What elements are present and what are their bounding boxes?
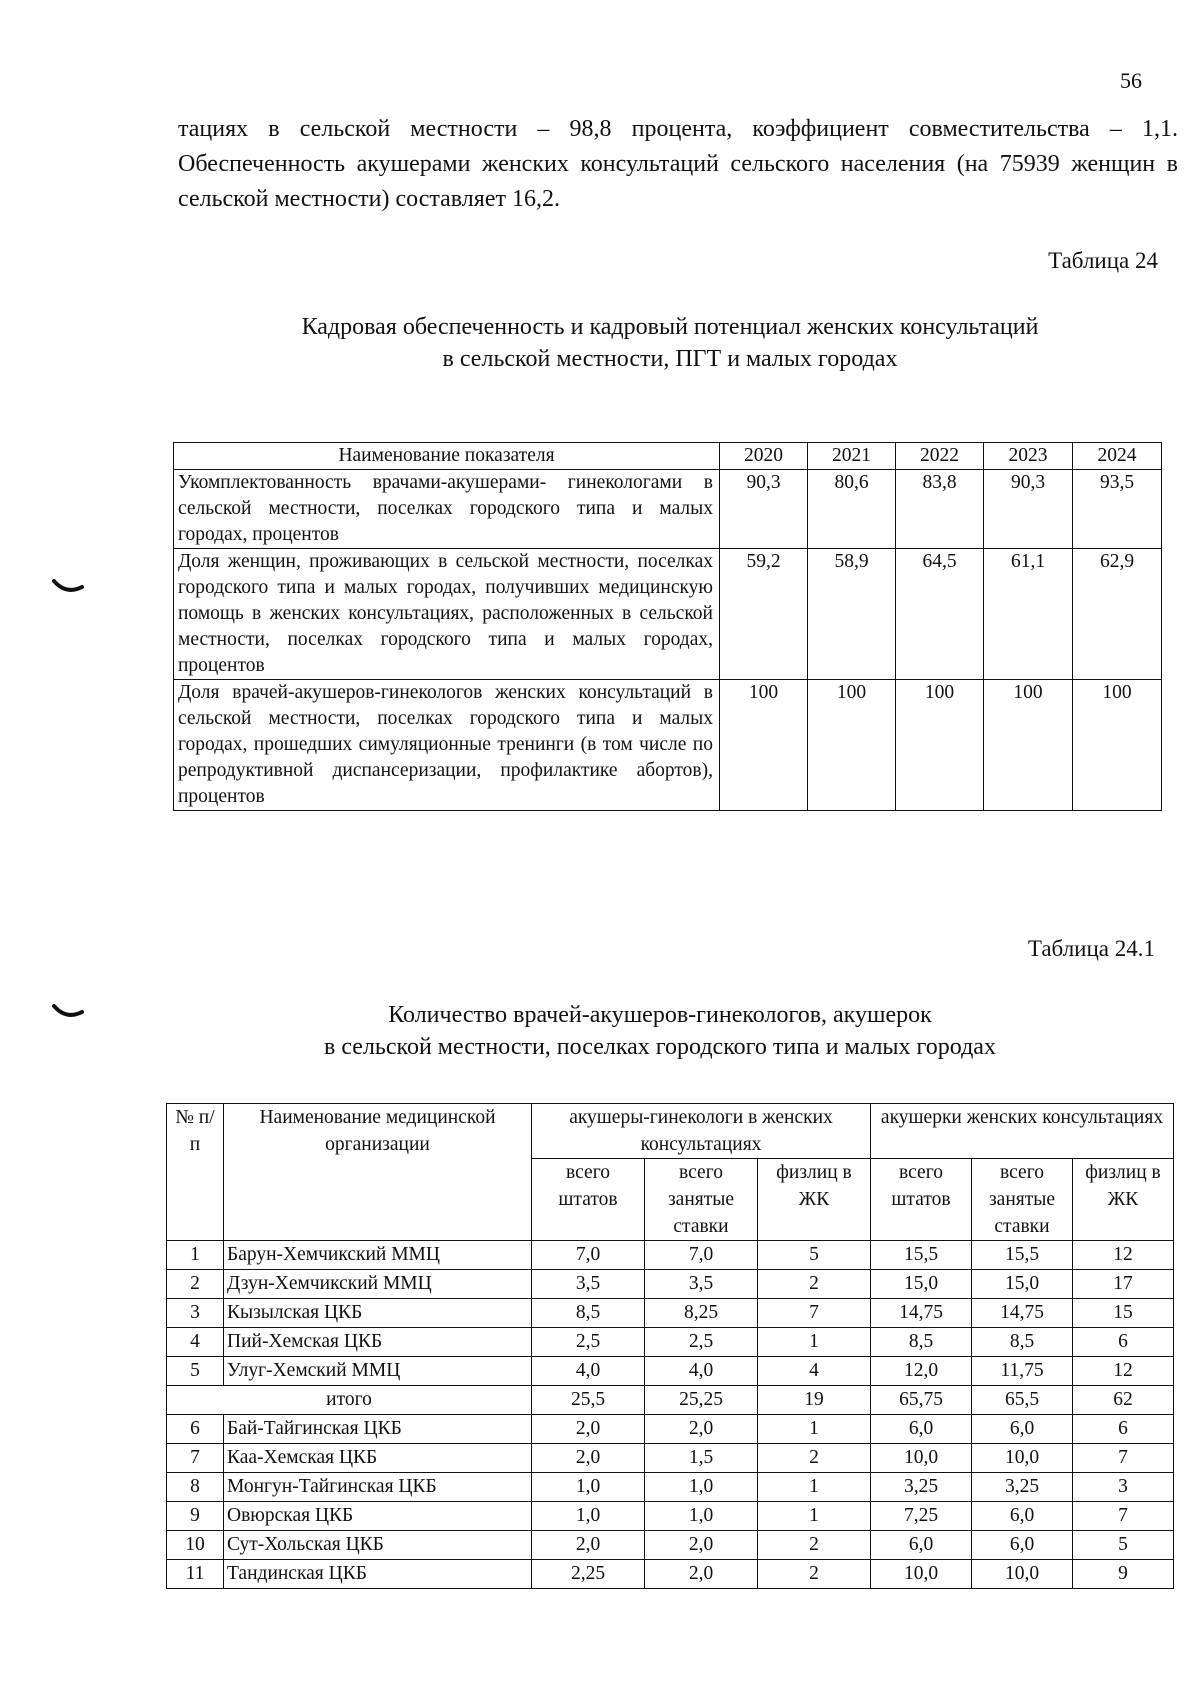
org-name: Барун-Хемчикский ММЦ [224,1241,532,1270]
indicator-value: 83,8 [896,470,984,549]
table-24-header: 2023 [984,443,1073,470]
total-label: итого [167,1386,532,1415]
cell-value: 2,0 [645,1531,758,1560]
cell-value: 19 [758,1386,871,1415]
cell-value: 2 [758,1531,871,1560]
indicator-value: 58,9 [808,549,896,680]
cell-value: 10,0 [871,1560,972,1589]
indicator-value: 80,6 [808,470,896,549]
row-number: 6 [167,1415,224,1444]
indicator-value: 93,5 [1073,470,1162,549]
table-24-1 [166,1103,1174,1589]
cell-value: 65,75 [871,1386,972,1415]
sub-header: всего занятые ставки [972,1159,1073,1241]
cell-value: 12,0 [871,1357,972,1386]
table-24-header: 2022 [896,443,984,470]
cell-value: 8,5 [972,1328,1073,1357]
cell-value: 3,5 [645,1270,758,1299]
row-number: 2 [167,1270,224,1299]
row-number: 10 [167,1531,224,1560]
indicator-value: 100 [808,680,896,811]
cell-value: 1 [758,1415,871,1444]
cell-value: 14,75 [871,1299,972,1328]
cell-value: 15 [1073,1299,1174,1328]
cell-value: 15,5 [871,1241,972,1270]
cell-value: 12 [1073,1241,1174,1270]
indicator-value: 90,3 [720,470,808,549]
cell-value: 1 [758,1473,871,1502]
org-name: Дзун-Хемчикский ММЦ [224,1270,532,1299]
indicator-name: Доля врачей-акушеров-гинекологов женских консультаций в сельской местности, поселках городского типа и малых городах, прошедших симуляционные тренинги (в том числе по репродуктивной диспансеризации, профилактике абортов), процентов [174,680,720,811]
cell-value: 10,0 [972,1560,1073,1589]
cell-value: 6,0 [871,1531,972,1560]
indicator-value: 61,1 [984,549,1073,680]
cell-value: 2,5 [532,1328,645,1357]
cell-value: 25,25 [645,1386,758,1415]
table-24-header: 2020 [720,443,808,470]
intro-paragraph: тациях в сельской местности – 98,8 процента, коэффициент совместительства – 1,1. Обеспеченность акушерами женских консультаций сельского населения (на 75939 женщин в сельской местности) составляет 16,2. [178,116,1178,212]
cell-value: 7 [1073,1444,1174,1473]
num-header: № п/п [167,1104,224,1241]
row-number: 8 [167,1473,224,1502]
org-header: Наименование медицинской организации [224,1104,532,1241]
indicator-value: 59,2 [720,549,808,680]
table-row [167,1502,1174,1531]
cell-value: 9 [1073,1560,1174,1589]
org-name: Тандинская ЦКБ [224,1560,532,1589]
org-name: Бай-Тайгинская ЦКБ [224,1415,532,1444]
cell-value: 6 [1073,1415,1174,1444]
cell-value: 7 [758,1299,871,1328]
row-number: 9 [167,1502,224,1531]
cell-value: 1 [758,1502,871,1531]
cell-value: 1,5 [645,1444,758,1473]
table-row [174,680,1162,811]
cell-value: 4,0 [645,1357,758,1386]
cell-value: 15,0 [972,1270,1073,1299]
cell-value: 1,0 [532,1473,645,1502]
cell-value: 1,0 [645,1502,758,1531]
cell-value: 5 [1073,1531,1174,1560]
cell-value: 6,0 [972,1502,1073,1531]
cell-value: 2,25 [532,1560,645,1589]
cell-value: 3 [1073,1473,1174,1502]
cell-value: 7,0 [645,1241,758,1270]
cell-value: 6,0 [972,1415,1073,1444]
cell-value: 2 [758,1444,871,1473]
cell-value: 6,0 [871,1415,972,1444]
cell-value: 15,5 [972,1241,1073,1270]
sub-header: всего штатов [532,1159,645,1241]
cell-value: 15,0 [871,1270,972,1299]
org-name: Кызылская ЦКБ [224,1299,532,1328]
cell-value: 8,5 [532,1299,645,1328]
org-name: Каа-Хемская ЦКБ [224,1444,532,1473]
indicator-name: Укомплектованность врачами-акушерами- гинекологами в сельской местности, поселках городского типа и малых городах, процентов [174,470,720,549]
indicator-value: 90,3 [984,470,1073,549]
row-number: 7 [167,1444,224,1473]
cell-value: 2,5 [645,1328,758,1357]
sub-header: всего занятые ставки [645,1159,758,1241]
cell-value: 4 [758,1357,871,1386]
row-number: 4 [167,1328,224,1357]
total-row [167,1386,1174,1415]
table-row [167,1473,1174,1502]
table-24-1-title-line: в сельской местности, поселках городского типа и малых городах [324,1034,996,1060]
cell-value: 3,25 [871,1473,972,1502]
org-name: Пий-Хемская ЦКБ [224,1328,532,1357]
row-number: 3 [167,1299,224,1328]
table-24-header: 2021 [808,443,896,470]
table-row [167,1357,1174,1386]
cell-value: 8,5 [871,1328,972,1357]
punch-mark-icon [50,1000,86,1022]
cell-value: 11,75 [972,1357,1073,1386]
sub-header: всего штатов [871,1159,972,1241]
table-24-1-title [200,999,1120,1063]
obgyn-group-header: акушеры-гинекологи в женских консультациях [532,1104,871,1159]
indicator-value: 100 [1073,680,1162,811]
org-name: Сут-Хольская ЦКБ [224,1531,532,1560]
cell-value: 17 [1073,1270,1174,1299]
indicator-value: 62,9 [1073,549,1162,680]
cell-value: 10,0 [871,1444,972,1473]
row-number: 5 [167,1357,224,1386]
cell-value: 10,0 [972,1444,1073,1473]
table-24-1-body [167,1241,1174,1386]
cell-value: 7,0 [532,1241,645,1270]
cell-value: 7 [1073,1502,1174,1531]
indicator-value: 64,5 [896,549,984,680]
table-24-1-body [167,1415,1174,1589]
table-24-header: Наименование показателя [174,443,720,470]
table-row [167,1241,1174,1270]
table-24-header-row [174,443,1162,470]
cell-value: 1 [758,1328,871,1357]
cell-value: 62 [1073,1386,1174,1415]
org-name: Улуг-Хемский ММЦ [224,1357,532,1386]
cell-value: 65,5 [972,1386,1073,1415]
cell-value: 6,0 [972,1531,1073,1560]
cell-value: 2,0 [645,1560,758,1589]
table-row [167,1328,1174,1357]
cell-value: 3,25 [972,1473,1073,1502]
row-number: 11 [167,1560,224,1589]
sub-header: физлиц в ЖК [758,1159,871,1241]
org-name: Овюрская ЦКБ [224,1502,532,1531]
cell-value: 3,5 [532,1270,645,1299]
table-row [167,1299,1174,1328]
table-24-caption: Таблица 24 [1048,248,1158,273]
midwife-group-header: акушерки женских консультациях [871,1104,1174,1159]
table-24-1-title-line: Количество врачей-акушеров-гинекологов, акушерок [388,1002,932,1028]
cell-value: 1,0 [645,1473,758,1502]
cell-value: 14,75 [972,1299,1073,1328]
page-number: 56 [1120,68,1142,93]
cell-value: 7,25 [871,1502,972,1531]
cell-value: 1,0 [532,1502,645,1531]
cell-value: 12 [1073,1357,1174,1386]
table-24-1-caption: Таблица 24.1 [1027,936,1155,961]
table-row [174,549,1162,680]
cell-value: 2,0 [532,1444,645,1473]
punch-mark-icon [50,575,86,597]
cell-value: 2 [758,1560,871,1589]
table-24-title: Кадровая обеспеченность и кадровый потенциал женских консультаций в сельской местности, ПГТ и малых городах [301,314,1039,372]
indicator-value: 100 [984,680,1073,811]
cell-value: 5 [758,1241,871,1270]
indicator-name: Доля женщин, проживающих в сельской местности, поселках городского типа и малых городах, получивших медицинскую помощь в женских консультациях, расположенных в сельской местности, поселках городского типа и малых городах, процентов [174,549,720,680]
cell-value: 2,0 [532,1531,645,1560]
cell-value: 2 [758,1270,871,1299]
table-row [167,1415,1174,1444]
cell-value: 2,0 [645,1415,758,1444]
table-row [167,1270,1174,1299]
table-row [167,1560,1174,1589]
sub-header: физлиц в ЖК [1073,1159,1174,1241]
indicator-value: 100 [896,680,984,811]
table-24-1-total [167,1386,1174,1415]
cell-value: 8,25 [645,1299,758,1328]
table-row [167,1531,1174,1560]
cell-value: 6 [1073,1328,1174,1357]
indicator-value: 100 [720,680,808,811]
row-number: 1 [167,1241,224,1270]
org-name: Монгун-Тайгинская ЦКБ [224,1473,532,1502]
table-row [167,1444,1174,1473]
cell-value: 25,5 [532,1386,645,1415]
cell-value: 2,0 [532,1415,645,1444]
cell-value: 4,0 [532,1357,645,1386]
table-24-1-header-row [167,1104,1174,1159]
table-24 [173,442,1162,811]
table-24-header: 2024 [1073,443,1162,470]
table-row [174,470,1162,549]
